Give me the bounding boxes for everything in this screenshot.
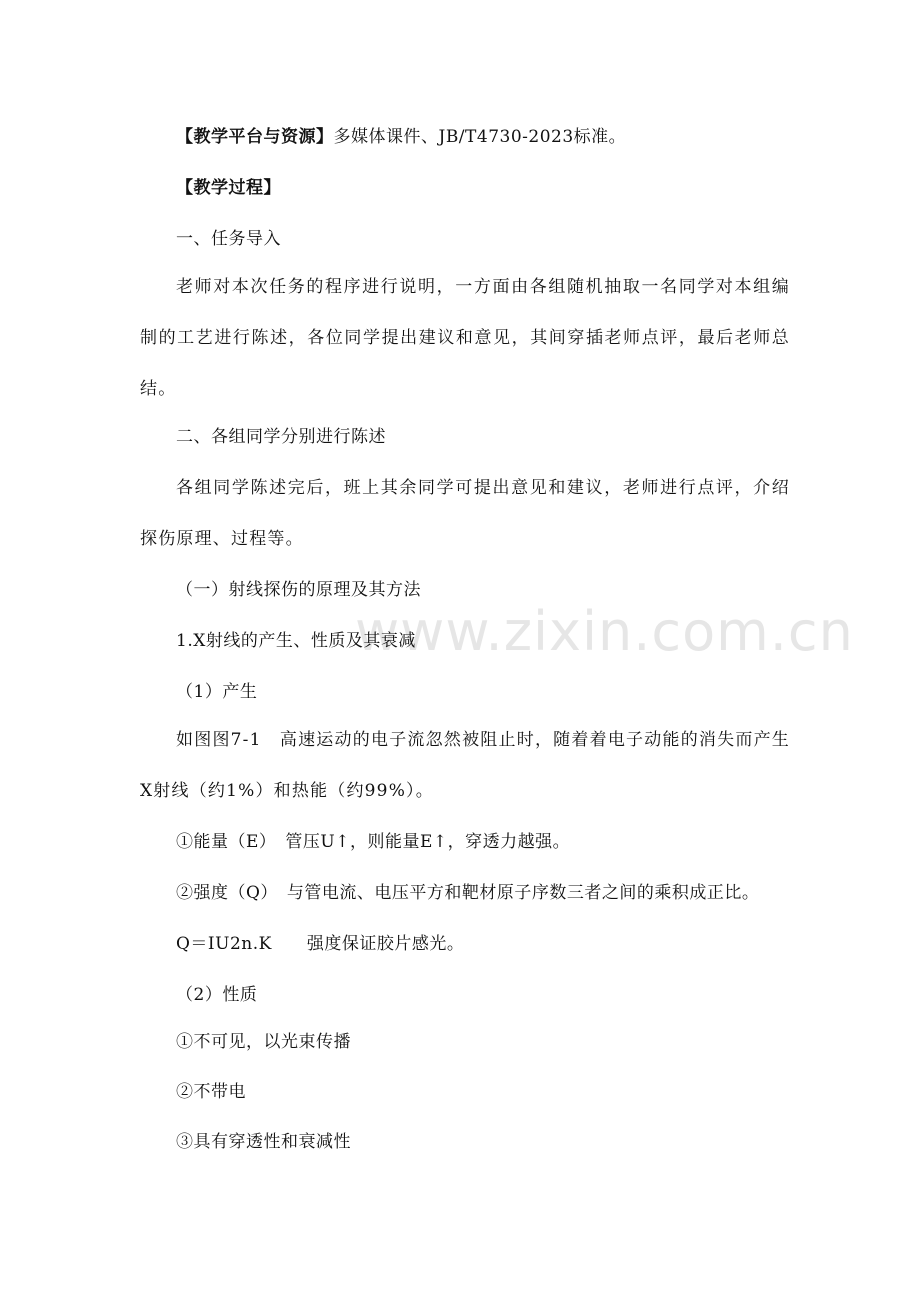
platform-text: 多媒体课件、JB/T4730-2023标准。 [333, 127, 627, 147]
property-2: ②不带电 [176, 1082, 246, 1102]
subsection1-title: （一）射线探伤的原理及其方法 [176, 580, 421, 600]
section1-paragraph: 老师对本次任务的程序进行说明，一方面由各组随机抽取一名同学对本组编制的工艺进行陈述，各位同学提出建议和意见，其间穿插老师点评，最后老师总结。 [140, 277, 790, 399]
section2-paragraph: 各组同学陈述完后，班上其余同学可提出意见和建议，老师进行点评，介绍探伤原理、过程等。 [140, 478, 790, 549]
watermark: www.zixin.com.cn [355, 600, 854, 663]
formula-line: Q＝IU2n.K 强度保证胶片感光。 [176, 934, 465, 954]
property-3: ③具有穿透性和衰减性 [176, 1132, 351, 1152]
platform-line [176, 125, 626, 149]
energy-line: ①能量（E） 管压U↑，则能量E↑，穿透力越强。 [176, 832, 571, 852]
property-1: ①不可见，以光束传播 [176, 1032, 351, 1052]
section2-title: 二、各组同学分别进行陈述 [176, 427, 386, 447]
intensity-line: ②强度（Q） 与管电流、电压平方和靶材原子序数三者之间的乘积成正比。 [176, 883, 760, 903]
section1-title: 一、任务导入 [176, 229, 281, 249]
item1-sub2-title: （2）性质 [176, 985, 258, 1005]
item1-title: 1.X射线的产生、性质及其衰减 [176, 631, 416, 651]
item1-sub1-title: （1）产生 [176, 682, 258, 702]
platform-heading: 【教学平台与资源】 [176, 127, 334, 147]
process-heading: 【教学过程】 [176, 178, 281, 198]
item1-paragraph: 如图图7-1 高速运动的电子流忽然被阻止时，随着着电子动能的消失而产生X射线（约1%）和热能（约99%）。 [140, 730, 790, 801]
